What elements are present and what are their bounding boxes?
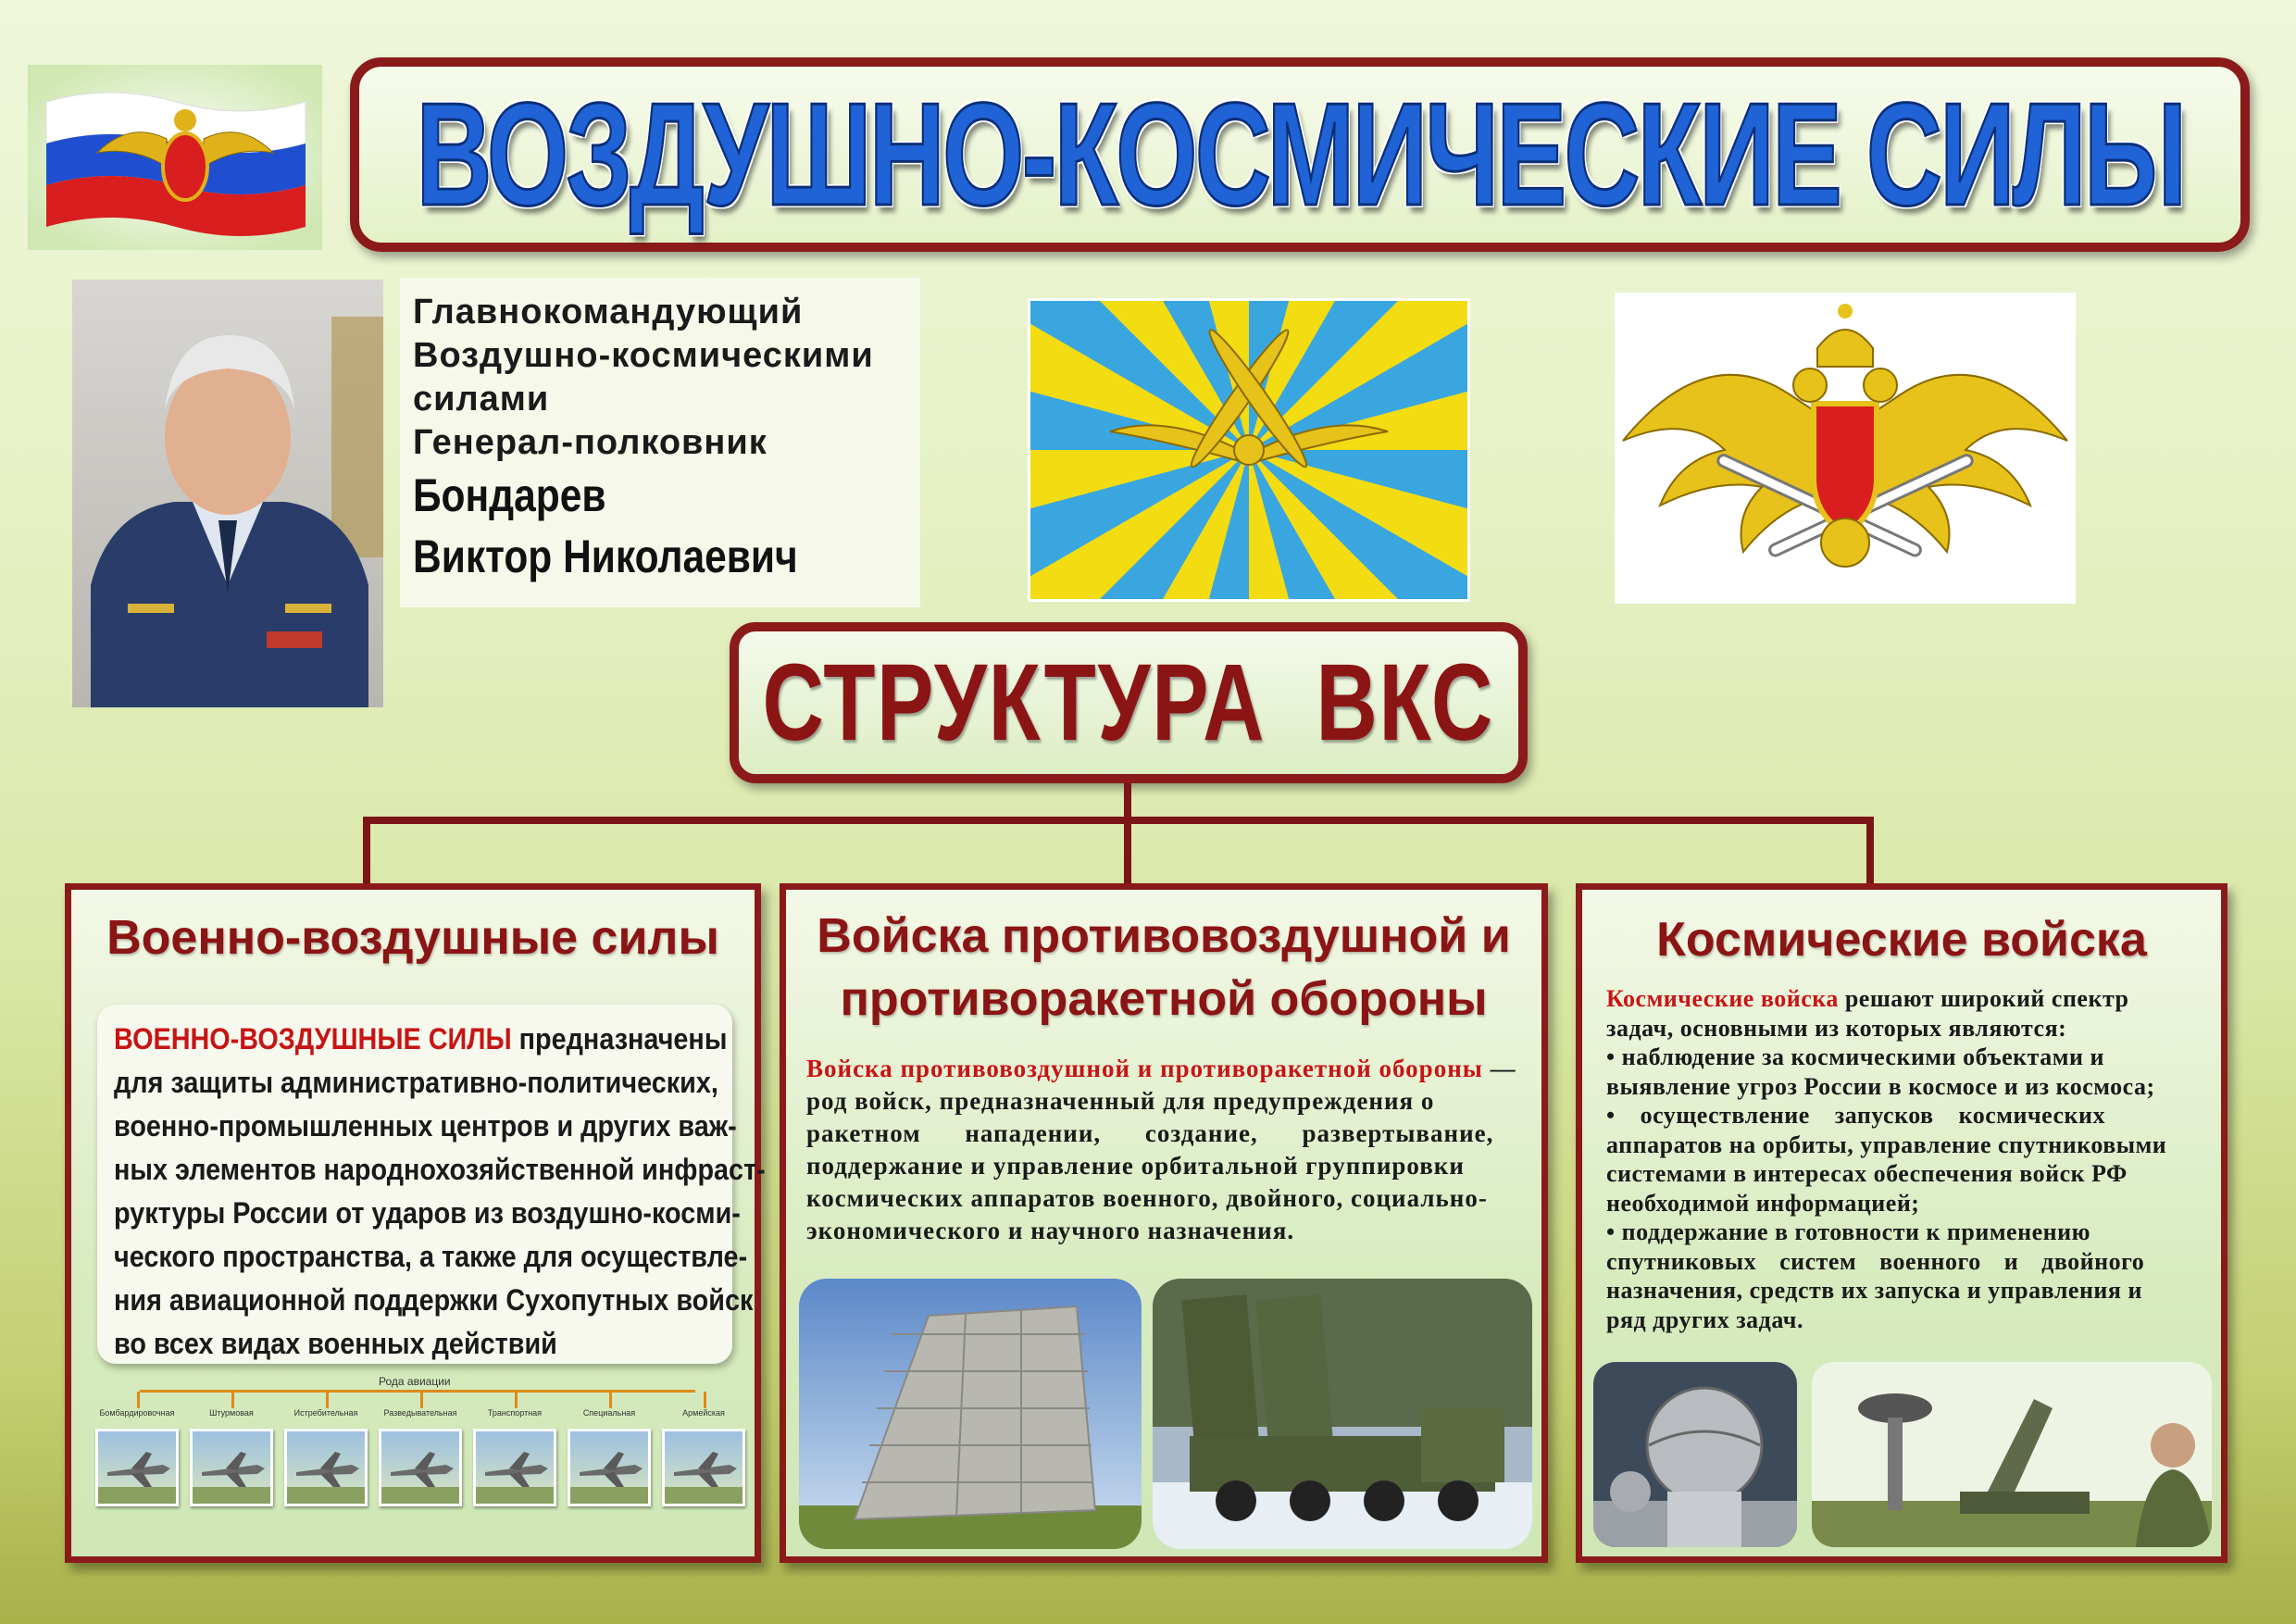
branch-connector: [515, 1392, 518, 1408]
branch-label: Бомбардировочная: [99, 1408, 175, 1418]
pvo-desc-l4: поддержание и управление орбитальной группировки: [806, 1152, 1465, 1180]
branch-connector: [609, 1392, 612, 1408]
commander-rank: Генерал-полковник: [413, 423, 767, 462]
aviation-branches: [82, 1375, 749, 1551]
branch-aircraft-icon: [662, 1429, 745, 1506]
structure-banner: [730, 622, 1528, 783]
panel-kv: [1576, 883, 2227, 1563]
branches-label: Рода авиации: [379, 1375, 451, 1388]
branch-aircraft-icon: [568, 1429, 651, 1506]
russian-flag-emblem-icon: [28, 65, 322, 250]
page-title: ВОЗДУШНО-КОСМИЧЕСКИЕ СИЛЫ: [416, 72, 2184, 236]
branch-label: Специальная: [582, 1408, 636, 1418]
vvs-desc-l1: предназначены: [518, 1022, 728, 1056]
kv-desc-l10: спутниковых систем военного и двойного: [1606, 1247, 2145, 1275]
panel-pvo-title-line1: Войска противовоздушной и: [817, 909, 1511, 963]
kv-desc-l11: назначения, средств их запуска и управления и: [1606, 1277, 2142, 1304]
branch-aircraft-icon: [473, 1429, 556, 1506]
branch-connector: [704, 1392, 706, 1408]
kv-highlight: Космические войска: [1606, 985, 1839, 1012]
connector-left: [363, 817, 370, 887]
vvs-desc-l3: военно-промышленных центров и других важ-: [114, 1109, 737, 1143]
pvo-desc-l1: —: [1490, 1055, 1516, 1082]
vvs-desc-l8: во всех видах военных действий: [114, 1327, 557, 1360]
vvs-desc-l6: ческого пространства, а также для осуществле-: [114, 1240, 748, 1273]
connector-center: [1124, 817, 1131, 887]
branch-connector: [137, 1392, 140, 1408]
vvs-highlight: ВОЕННО-ВОЗДУШНЫЕ СИЛЫ: [114, 1022, 512, 1056]
branch-label: Разведывательная: [383, 1408, 457, 1418]
commander-portrait-icon: [72, 280, 383, 707]
branch-label: Армейская: [682, 1408, 725, 1418]
kv-desc-l2: задач, основными из которых являются:: [1606, 1014, 2067, 1042]
vvs-desc-l7: ния авиационной поддержки Сухопутных войск: [114, 1283, 754, 1317]
pvo-description: [806, 1053, 1529, 1247]
commander-title-line2: Воздушно-космическими: [413, 336, 874, 375]
vks-emblem-icon: [1615, 293, 2076, 604]
panel-vvs: [65, 883, 766, 1563]
connector-right: [1866, 817, 1874, 887]
branch-aircraft-icon: [284, 1429, 368, 1506]
commander-title-line1: Главнокомандующий: [413, 293, 804, 331]
antenna-photo-icon: [1812, 1362, 2212, 1547]
branches-tree-line: [140, 1390, 695, 1393]
vvs-description-card: [97, 1005, 766, 1364]
missile-system-photo-icon: [1153, 1279, 1532, 1549]
kv-description: [1606, 984, 2217, 1334]
connector-horizontal: [363, 817, 1874, 824]
vvs-desc-l5: руктуры России от ударов из воздушно-косми-: [114, 1196, 741, 1230]
kv-desc-l5: • осуществление запусков космических: [1606, 1102, 2105, 1129]
pvo-highlight: Войска противовоздушной и противоракетной обороны: [806, 1055, 1483, 1082]
kv-desc-l8: необходимой информацией;: [1606, 1189, 1920, 1217]
vks-flag-icon: [1028, 298, 1470, 602]
structure-title: СТРУКТУРА ВКС: [762, 642, 1495, 764]
pvo-desc-l2: род войск, предназначенный для предупреждения о: [806, 1087, 1435, 1115]
branch-label: Истребительная: [293, 1408, 358, 1418]
radar-building-photo-icon: [799, 1279, 1142, 1549]
commander-info: [400, 278, 920, 607]
branch-connector: [420, 1392, 423, 1408]
panel-vvs-title: Военно-воздушные силы: [106, 911, 719, 965]
branch-aircraft-icon: [95, 1429, 179, 1506]
panel-pvo-title-line2: противоракетной обороны: [840, 972, 1488, 1026]
title-banner: [350, 57, 2250, 252]
panel-kv-title: Космические войска: [1656, 913, 2147, 967]
kv-desc-l7: системами в интересах обеспечения войск РФ: [1606, 1160, 2128, 1187]
panel-pvo: [780, 883, 1548, 1563]
vvs-desc-l4: ных элементов народнохозяйственной инфраст-: [114, 1153, 766, 1186]
branch-aircraft-icon: [190, 1429, 273, 1506]
branch-label: Штурмовая: [209, 1408, 254, 1418]
observatory-photo-icon: [1593, 1362, 1797, 1547]
branch-aircraft-icon: [379, 1429, 462, 1506]
branch-connector: [326, 1392, 329, 1408]
kv-desc-l1: решают широкий спектр: [1844, 985, 2129, 1012]
branch-connector: [231, 1392, 234, 1408]
commander-surname: Бондарев: [413, 469, 606, 521]
pvo-desc-l3: ракетном нападении, создание, развертывание,: [806, 1119, 1494, 1147]
kv-desc-l12: ряд других задач.: [1606, 1305, 1803, 1333]
kv-desc-l9: • поддержание в готовности к применению: [1606, 1218, 2090, 1245]
kv-desc-l4: выявление угроз России в космосе и из космоса;: [1606, 1072, 2155, 1100]
kv-desc-l3: • наблюдение за космическими объектами и: [1606, 1043, 2104, 1070]
vvs-desc-l2: для защиты административно-политических,: [114, 1066, 718, 1099]
commander-title-line3: силами: [413, 380, 550, 418]
pvo-desc-l6: экономического и научного назначения.: [806, 1217, 1295, 1244]
branch-label: Транспортная: [487, 1408, 543, 1418]
commander-name: Виктор Николаевич: [413, 531, 798, 582]
pvo-desc-l5: космических аппаратов военного, двойного, социально-: [806, 1184, 1488, 1212]
kv-desc-l6: аппаратов на орбиты, управление спутниковыми: [1606, 1131, 2167, 1158]
